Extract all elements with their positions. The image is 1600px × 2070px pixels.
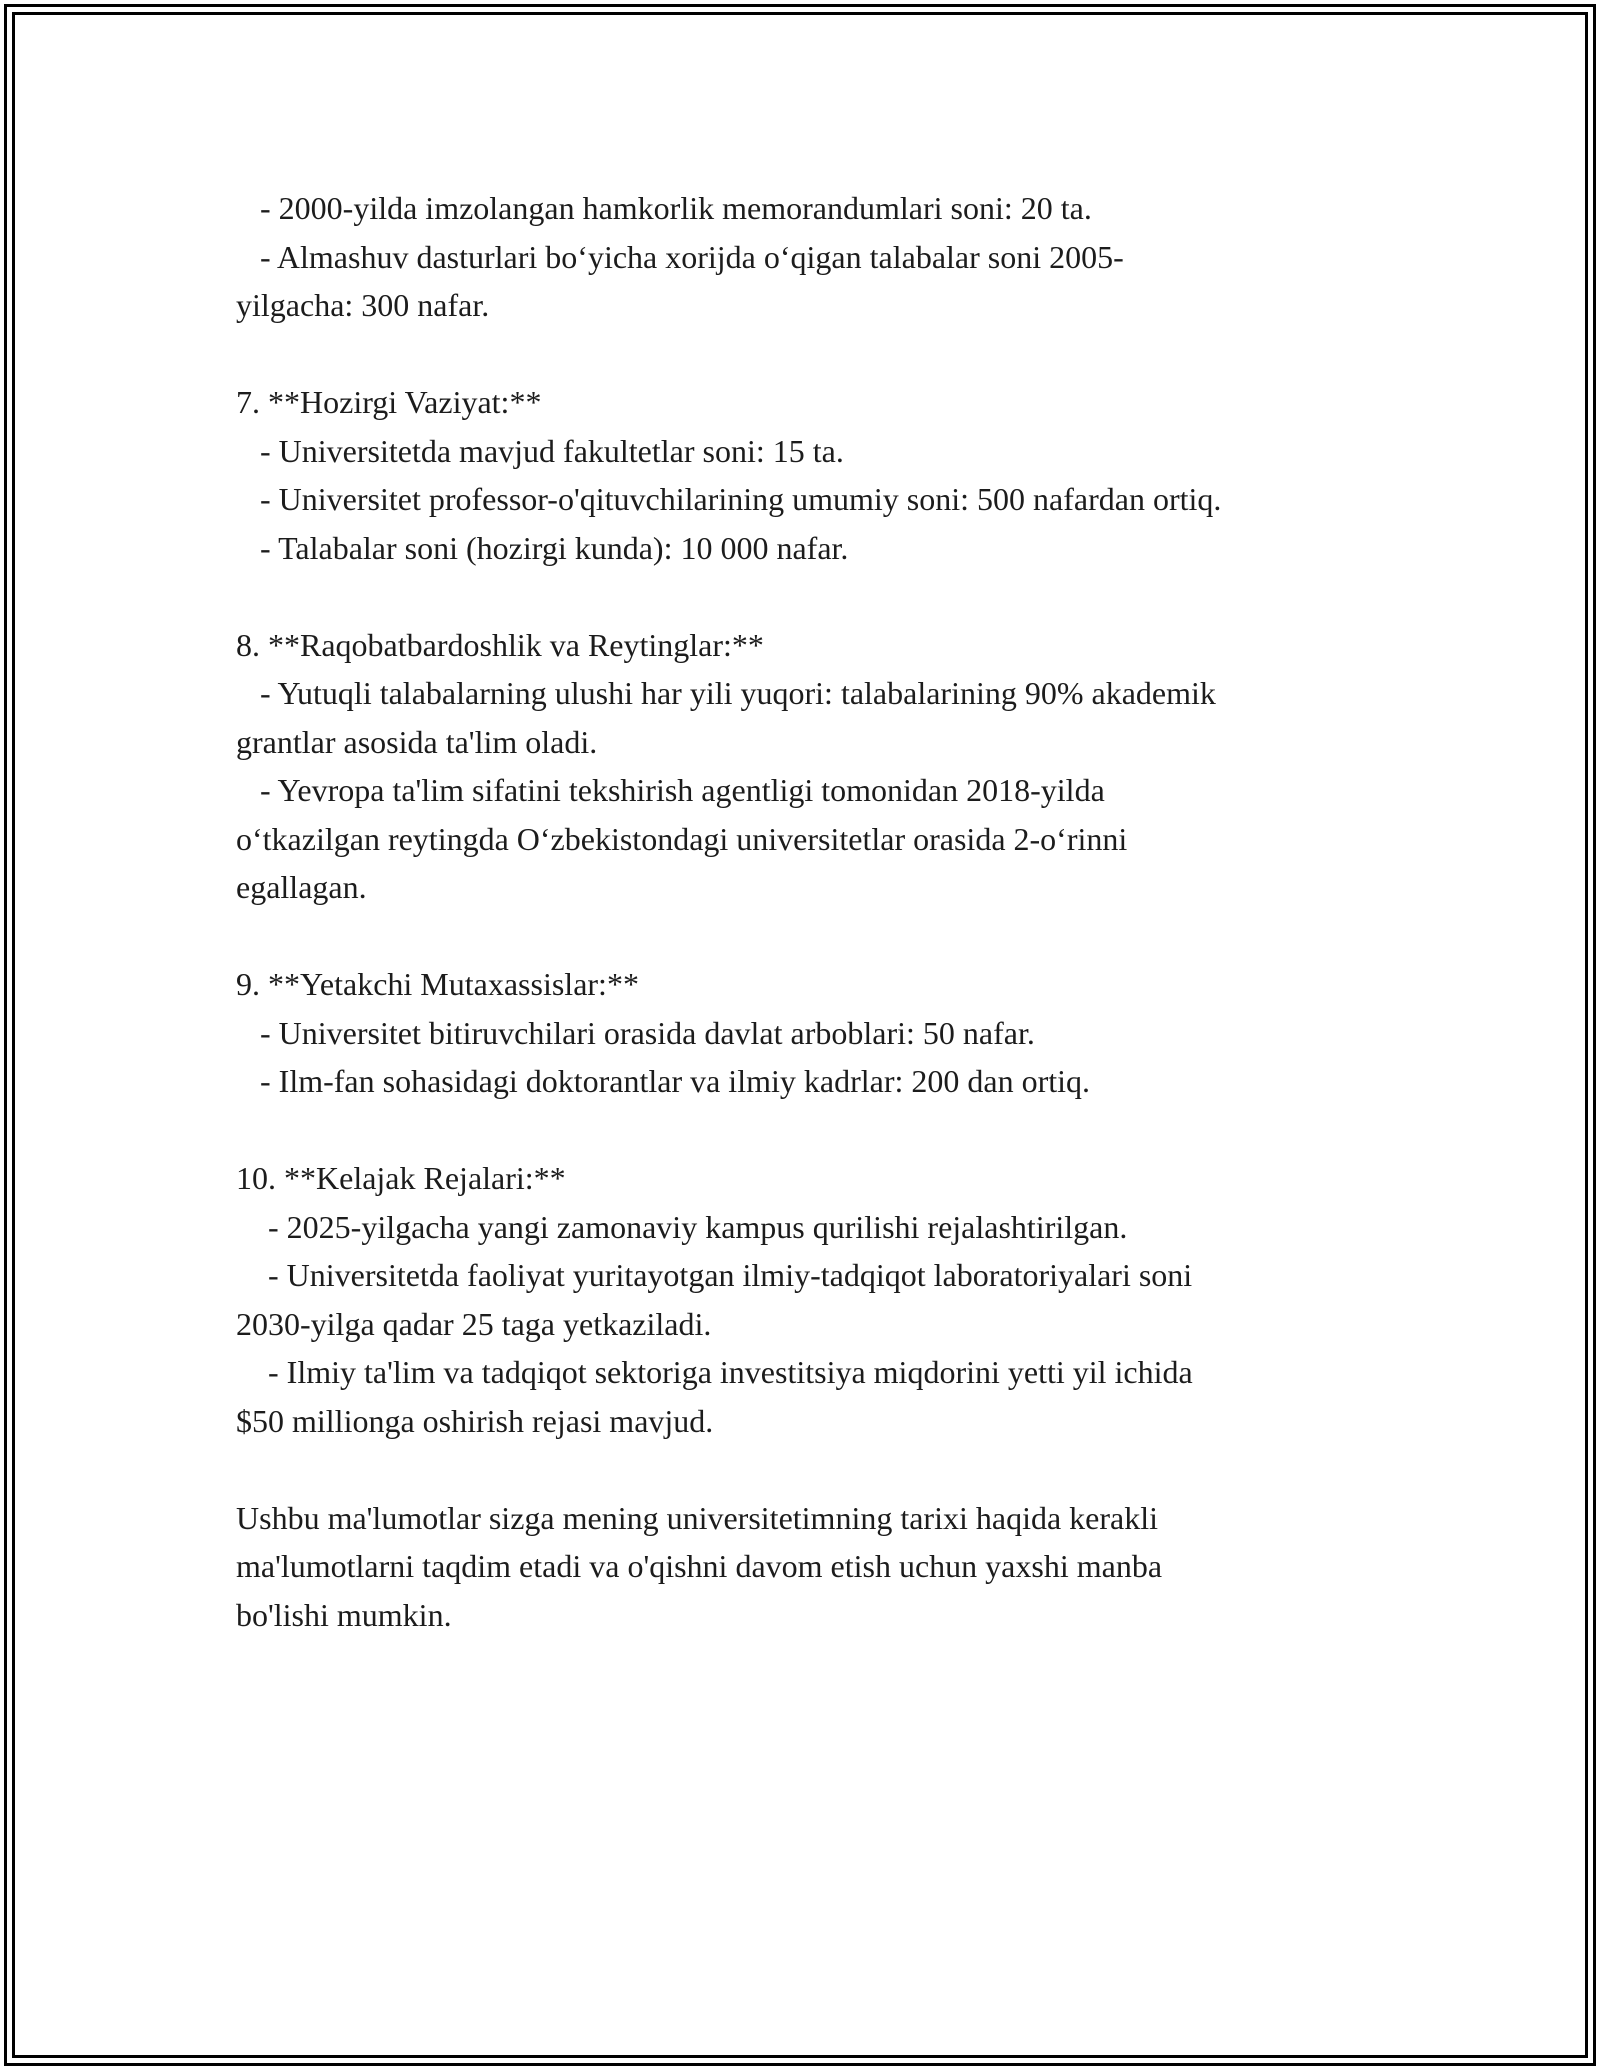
- text-line: - Almashuv dasturlari bo‘yicha xorijda o‘qigan talabalar soni 2005-: [236, 238, 1124, 275]
- section-heading: 9. **Yetakchi Mutaxassislar:**: [236, 966, 639, 1002]
- text-line: - 2025-yilgacha yangi zamonaviy kampus qurilishi rejalashtirilgan.: [236, 1208, 1128, 1245]
- blank-line: [236, 330, 1376, 379]
- text-line: - Ilmiy ta'lim va tadqiqot sektoriga investitsiya miqdorini yetti yil ichida: [236, 1354, 1193, 1390]
- text-line: - Yevropa ta'lim sifatini tekshirish agentligi tomonidan 2018-yilda: [236, 772, 1105, 808]
- text-line: - Universitet bitiruvchilari orasida davlat arboblari: 50 nafar.: [236, 1014, 1035, 1051]
- blank-line: [236, 912, 1376, 961]
- section-heading: 7. **Hozirgi Vaziyat:**: [236, 384, 542, 420]
- closing-paragraph-line: ma'lumotlarni taqdim etadi va o'qishni davom etish uchun yaxshi manba: [236, 1548, 1163, 1584]
- blank-line: [236, 1106, 1376, 1155]
- closing-paragraph-line: bo'lishi mumkin.: [236, 1596, 452, 1633]
- text-line: o‘tkazilgan reytingda O‘zbekistondagi universitetlar orasida 2-o‘rinni: [236, 820, 1128, 857]
- text-line: egallagan.: [236, 869, 367, 905]
- text-line: 2030-yilga qadar 25 taga yetkaziladi.: [236, 1305, 712, 1342]
- text-line: grantlar asosida ta'lim oladi.: [236, 723, 598, 760]
- blank-line: [236, 1445, 1376, 1494]
- text-line: - Universitetda mavjud fakultetlar soni: 15 ta.: [236, 432, 844, 469]
- text-line: - Universitetda faoliyat yuritayotgan ilmiy-tadqiqot laboratoriyalari soni: [236, 1257, 1193, 1293]
- text-line: $50 millionga oshirish rejasi mavjud.: [236, 1402, 714, 1439]
- text-line: - Yutuqli talabalarning ulushi har yili yuqori: talabalarining 90% akademik: [236, 675, 1216, 711]
- text-line: - Talabalar soni (hozirgi kunda): 10 000 nafar.: [236, 529, 849, 566]
- document-body: [236, 184, 1376, 1639]
- blank-line: [236, 572, 1376, 621]
- section-heading: 10. **Kelajak Rejalari:**: [236, 1160, 566, 1196]
- text-line: - Universitet professor-o'qituvchilarining umumiy soni: 500 nafardan ortiq.: [236, 481, 1222, 517]
- text-line: yilgacha: 300 nafar.: [236, 287, 490, 323]
- text-line: - Ilm-fan sohasidagi doktorantlar va ilmiy kadrlar: 200 dan ortiq.: [236, 1063, 1090, 1099]
- section-heading: 8. **Raqobatbardoshlik va Reytinglar:**: [236, 626, 764, 663]
- text-line: - 2000-yilda imzolangan hamkorlik memorandumlari soni: 20 ta.: [236, 190, 1092, 226]
- closing-paragraph-line: Ushbu ma'lumotlar sizga mening universitetimning tarixi haqida kerakli: [236, 1499, 1158, 1536]
